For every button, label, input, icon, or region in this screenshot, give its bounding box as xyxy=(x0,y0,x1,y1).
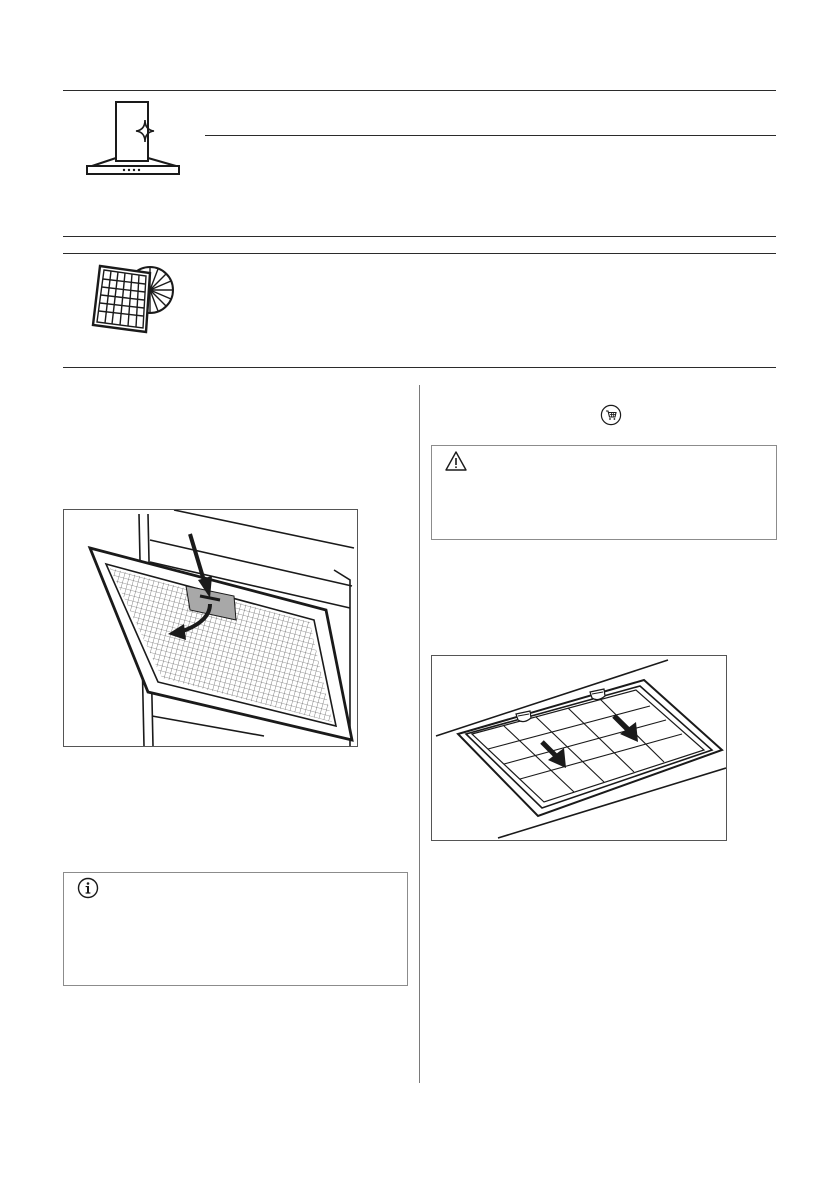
column-divider xyxy=(419,385,420,1083)
warning-triangle-icon xyxy=(444,450,468,472)
info-note-box xyxy=(63,872,408,986)
table-top-rule xyxy=(63,90,776,91)
row-inner-rule xyxy=(205,135,776,136)
carbon-filter-removal-figure xyxy=(431,655,727,841)
grease-filter-removal-figure xyxy=(63,509,358,747)
table-top-rule-2 xyxy=(63,253,776,254)
hood-clean-icon xyxy=(84,100,182,176)
table-bottom-rule xyxy=(63,236,776,237)
grease-filter-icon xyxy=(80,260,180,334)
shopping-cart-icon xyxy=(600,404,622,426)
info-icon xyxy=(77,877,99,899)
table-bottom-rule-2 xyxy=(63,367,776,368)
warning-note-box xyxy=(431,445,777,540)
